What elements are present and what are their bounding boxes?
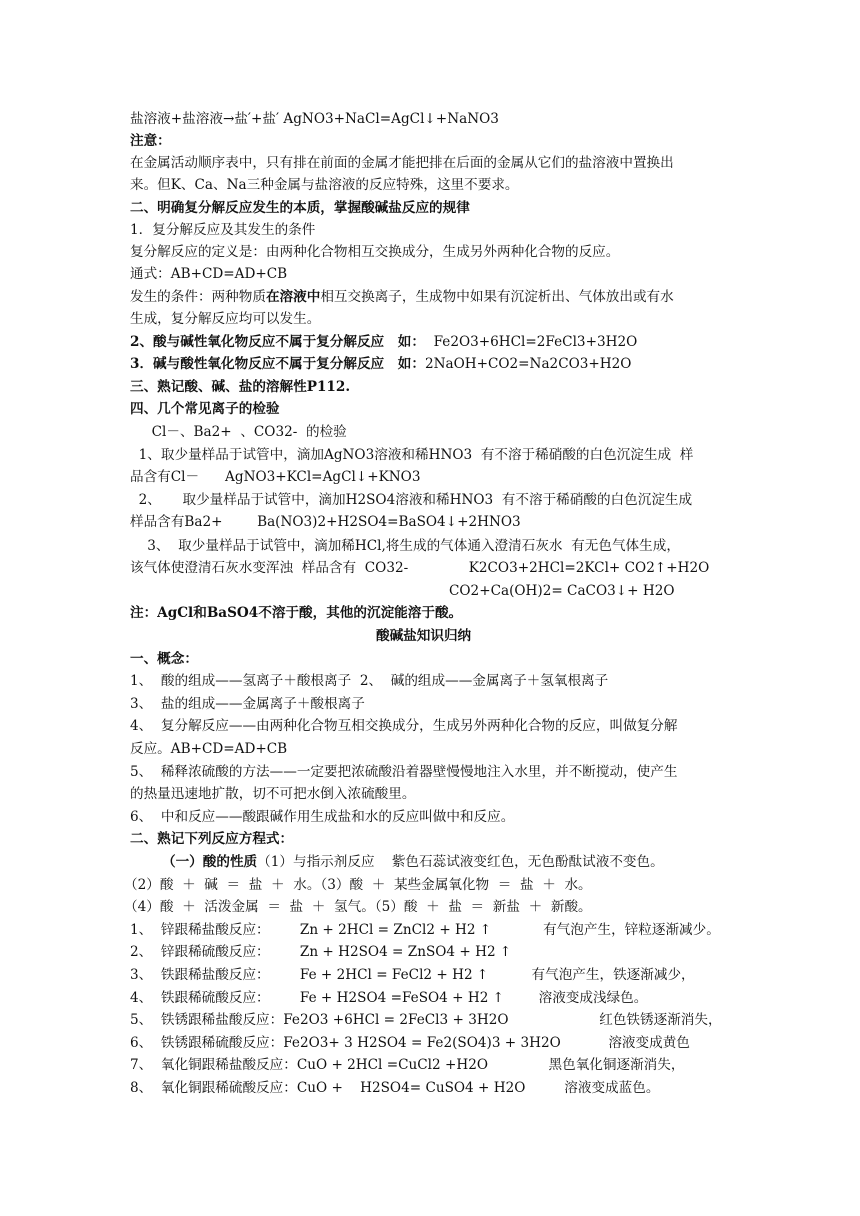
emphasis-text: 在溶液中 — [265, 289, 321, 305]
text-line: 品含有Cl－ AgNO3+KCl=AgCl↓+KNO3 — [130, 469, 421, 485]
emphasis-text: 2、酸与碱性氧化物反应不属于复分解反应 如： — [130, 334, 425, 350]
reaction-line: 7、 氧化铜跟稀盐酸反应：CuO + 2HCl =CuCl2 +H2O 黑色氧化铜逐渐消失， — [130, 1057, 685, 1073]
text-span: （1）与指示剂反应 紫色石蕊试液变红色，无色酚酞试液不变色。 — [257, 854, 664, 870]
text-line: 5、 稀释浓硫酸的方法——一定要把浓硫酸沿着器壁慢慢地注入水里，并不断搅动，使产生 — [130, 764, 678, 780]
text-line — [130, 353, 631, 375]
note-heading: 注意： — [130, 133, 171, 149]
equation: Fe2O3+6HCl=2FeCl3+3H2O — [424, 334, 638, 350]
text-line: 3、 取少量样品于试管中，滴加稀HCl,将生成的气体通入澄清石灰水 有无色气体生成， — [130, 538, 680, 554]
text-line — [130, 331, 637, 353]
text-line: 样品含有Ba2+ Ba(NO3)2+H2SO4=BaSO4↓+2HNO3 — [130, 514, 521, 530]
text-line: 2、 取少量样品于试管中，滴加H2SO4溶液和稀HNO3 有不溶于稀硝酸的白色沉淀生成 — [130, 492, 693, 508]
text-line: 1、取少量样品于试管中，滴加AgNO3溶液和稀HNO3 有不溶于稀硝酸的白色沉淀生成 样 — [130, 447, 694, 463]
section-heading: 二、明确复分解反应发生的本质，掌握酸碱盐反应的规律 — [130, 200, 470, 216]
text-line: 1、 酸的组成——氢离子＋酸根离子 2、 碱的组成——金属离子＋氢氧根离子 — [130, 673, 609, 689]
equation: 2NaOH+CO2=Na2CO3+H2O — [424, 356, 632, 372]
reaction-line: 1、 锌跟稀盐酸反应： Zn + 2HCl = ZnCl2 + H2 ↑ 有气泡产生，锌粒逐渐减少。 — [130, 922, 720, 938]
text-line — [162, 851, 664, 873]
text-line: （4）酸 ＋ 活泼金属 ＝ 盐 ＋ 氢气。（5）酸 ＋ 盐 ＝ 新盐 ＋ 新酸。 — [124, 899, 592, 915]
text-span: 相互交换离子，生成物中如果有沉淀析出、气体放出或有水 — [320, 289, 674, 305]
reaction-line: 6、 铁锈跟稀硫酸反应：Fe2O3+ 3 H2SO4 = Fe2(SO4)3 + 3H2O 溶液变成黄色 — [130, 1035, 690, 1051]
document-title: 酸碱盐知识归纳 — [376, 628, 472, 644]
equation: CO2+Ca(OH)2= CaCO3↓+ H2O — [449, 583, 675, 599]
reaction-line: 5、 铁锈跟稀盐酸反应：Fe2O3 +6HCl = 2FeCl3 + 3H2O 红色铁锈逐渐消失， — [130, 1012, 722, 1028]
text-line: 复分解反应的定义是：由两种化合物相互交换成分，生成另外两种化合物的反应。 — [130, 244, 620, 260]
reaction-line: 3、 铁跟稀盐酸反应： Fe + 2HCl = FeCl2 + H2 ↑ 有气泡产生，铁逐渐减少， — [130, 967, 695, 983]
text-line: Cl－、Ba2+ 、CO32- 的检验 — [130, 424, 347, 440]
reaction-line: 4、 铁跟稀硫酸反应： Fe + H2SO4 =FeSO4 + H2 ↑ 溶液变成浅绿色。 — [130, 990, 648, 1006]
text-line: 6、 中和反应——酸跟碱作用生成盐和水的反应叫做中和反应。 — [130, 809, 515, 825]
text-line: 在金属活动顺序表中，只有排在前面的金属才能把排在后面的金属从它们的盐溶液中置换出 — [130, 155, 674, 171]
text-line: （2）酸 ＋ 碱 ＝ 盐 ＋ 水。（3）酸 ＋ 某些金属氧化物 ＝ 盐 ＋ 水。 — [124, 877, 592, 893]
text-line: 3、 盐的组成——金属离子＋酸根离子 — [130, 696, 365, 712]
emphasis-text: 3．碱与酸性氧化物反应不属于复分解反应 如： — [130, 356, 425, 372]
reaction-line: 2、 锌跟稀硫酸反应： Zn + H2SO4 = ZnSO4 + H2 ↑ — [130, 944, 512, 960]
text-line: 该气体使澄清石灰水变浑浊 样品含有 CO32- K2CO3+2HCl=2KCl+ CO2↑+H2O — [130, 560, 710, 576]
text-line: 4、 复分解反应——由两种化合物互相交换成分，生成另外两种化合物的反应，叫做复分解 — [130, 718, 678, 734]
text-line: 反应。AB+CD=AD+CB — [130, 741, 288, 757]
note-line: 注：AgCl和BaSO4不溶于酸，其他的沉淀能溶于酸。 — [130, 605, 463, 621]
subsection-heading: （一）酸的性质 — [162, 854, 258, 870]
section-heading: 二、熟记下列反应方程式： — [130, 831, 294, 847]
text-line: 盐溶液+盐溶液→盐′+盐′ AgNO3+NaCl=AgCl↓+NaNO3 — [130, 111, 499, 127]
text-line: 来。但K、Ca、Na三种金属与盐溶液的反应特殊，这里不要求。 — [130, 177, 519, 193]
text-line: 的热量迅速地扩散，切不可把水倒入浓硫酸里。 — [130, 786, 416, 802]
reaction-line: 8、 氧化铜跟稀硫酸反应：CuO + H2SO4= CuSO4 + H2O 溶液变成蓝色。 — [130, 1080, 660, 1096]
text-line: 通式：AB+CD=AD+CB — [130, 266, 288, 282]
text-span: 发生的条件：两种物质 — [130, 289, 266, 305]
text-line: 1．复分解反应及其发生的条件 — [130, 222, 316, 238]
section-heading: 三、熟记酸、碱、盐的溶解性P112. — [130, 379, 351, 395]
text-line: 生成，复分解反应均可以发生。 — [130, 311, 321, 327]
section-heading: 一、概念： — [130, 651, 198, 667]
section-heading: 四、几个常见离子的检验 — [130, 401, 280, 417]
text-line — [130, 286, 674, 308]
